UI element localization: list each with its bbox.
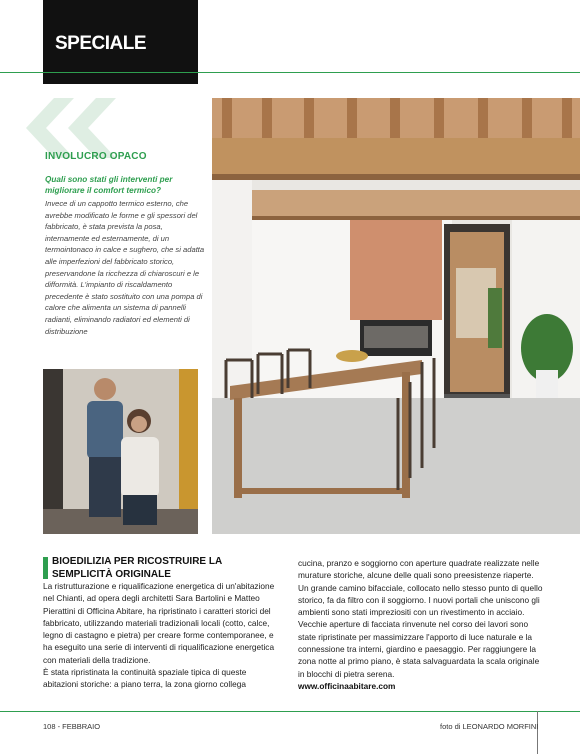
article-column-left	[43, 580, 283, 691]
article-paragraph: È stata ripristinata la continuità spaziale tipica di queste abitazioni storiche: a piano terra, la zona giorno collega	[43, 667, 247, 690]
section-label: SPECIALE	[55, 33, 147, 54]
interior-photo	[212, 98, 580, 534]
article-title: BIOEDILIZIA PER RICOSTRUIRE LA SEMPLICITÀ ORIGINALE	[52, 556, 222, 580]
sidebar-answer: Invece di un cappotto termico esterno, che avrebbe modificato le forme e gli spessori del fabbricato, è stata prevista la posa, internamente ed esternamente, di un termointonaco in calce e sughero, che si adatta alle imperfezioni del fabbricato storico, preservandone la ricchezza di chiaroscuri e le difformità. L'impianto di riscaldamento precedente è stato sostituito con una pompa di calore che alimenta un sistema di pannelli radianti, eliminando radiatori ed elementi di distribuzione	[45, 199, 205, 336]
footer-vertical-divider	[537, 711, 538, 754]
sidebar-title: INVOLUCRO OPACO	[45, 151, 147, 162]
page-number: 108 - FEBBRAIO	[43, 722, 101, 731]
footer-divider	[0, 711, 580, 712]
article-paragraph: La ristrutturazione e riqualificazione energetica di un'abitazione nel Chianti, ad opera degli architetti Sara Bartolini e Matteo Pierattini di Officina Abitare, ha ripristinato i caratteri storici del fabbricato, utilizzando materiali tradizionali locali (cotto, calce, legno di castagno e pietra) per creare forme contemporanee, e ha eseguito una serie di interventi di riqualificazione energetica con materiali della tradizione.	[43, 581, 275, 665]
website-link[interactable]: www.officinaabitare.com	[298, 680, 396, 691]
article-paragraph: cucina, pranzo e soggiorno con aperture quadrate realizzate nelle murature storiche, alcune delle quali sono preesistenze riaperte. Un grande camino bifacciale, collocato nello stesso punto di quello storico, fa da filtro con il soggiorno. I nuovi portali che uniscono gli ambienti sono stati impreziositi con un rivestimento in acciaio. Vecchie aperture di facciata rinvenute nel corso dei lavori sono state ripristinate per massimizzare l'apporto di luce naturale e la connessione tra interni, giardino e paesaggio. Per raggiungere la zona notte al primo piano, è stata salvaguardata la scala originale in blocchi di pietra serena.	[298, 558, 543, 679]
architects-portrait-photo	[43, 369, 198, 534]
article-title-marker	[43, 557, 48, 579]
photo-credit: foto di LEONARDO MORFINI	[440, 722, 539, 731]
sidebar-question: Quali sono stati gli interventi per migliorare il comfort termico?	[45, 175, 173, 195]
header-divider	[0, 72, 580, 73]
article-column-right	[298, 557, 543, 692]
